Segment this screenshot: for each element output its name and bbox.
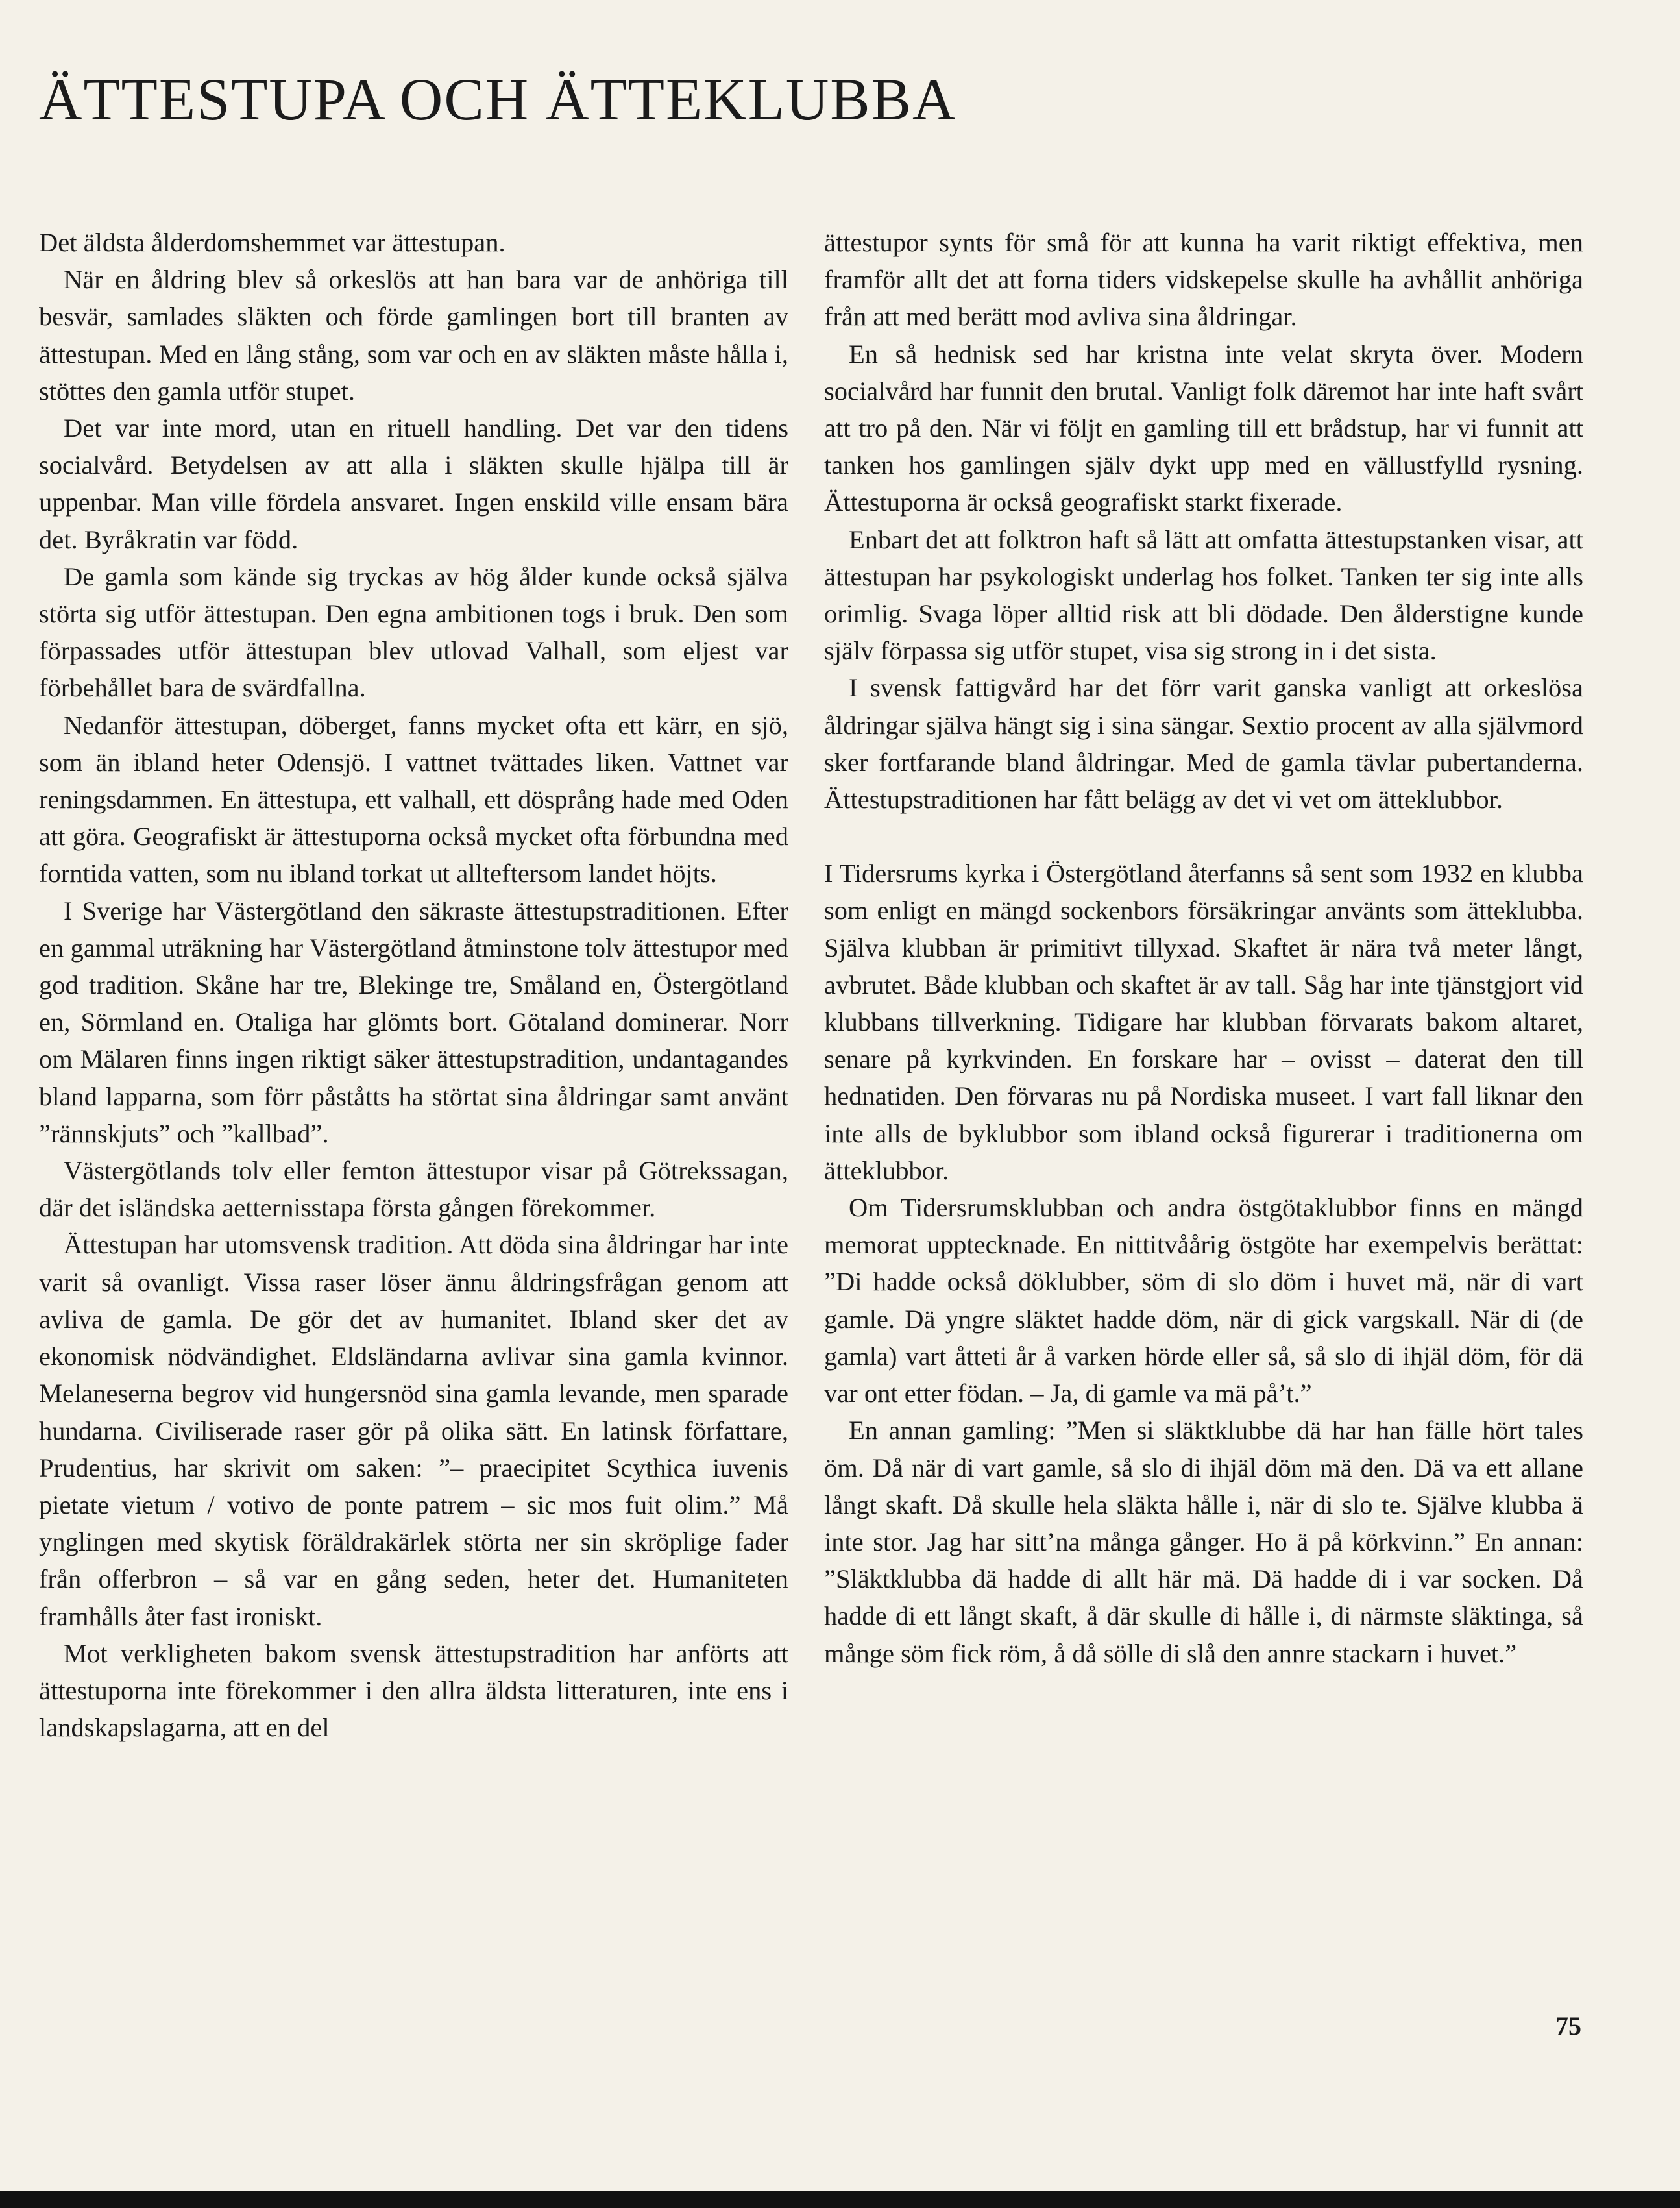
paragraph: Det äldsta ålderdomshemmet var ättestupan. [39, 228, 505, 257]
paragraph: Mot verkligheten bakom svensk ättestupstradition har anförts att ättestuporna inte förekommer i den allra äldsta litteraturen, inte ens i landskapslagarna, att en del [39, 1638, 788, 1743]
paragraph: Västergötlands tolv eller femton ättestupor visar på Götrekssagan, där det isländska aetternisstapa första gången förekommer. [39, 1156, 788, 1223]
paragraph: Enbart det att folktron haft så lätt att omfatta ättestupstanken visar, att ättestupan har psykologiskt underlag hos folket. Tanken ter sig inte alls orimlig. Svaga löper alltid risk att bli dödade. Den ålderstigne kunde själv förpassa sig utför stupet, visa sig strong in i det sista. [824, 524, 1583, 666]
paragraph: En annan gamling: ”Men si släktklubbe dä har han fälle hört tales öm. Då när di vart gamle, så slo di ihjäl döm mä den. Dä va ett allane långt skaft. Då skulle hela släkta hålle i, när di slo te. Själve klubba ä inte stor. Jag har sitt’na många gånger. Ho ä på körkvinn.” En annan: ”Släktklubba dä hadde di allt här mä. Dä hadde di i var socken. Då hadde di ett långt skaft, å där skulle di hålle i, di närmste släktinga, så månge söm fick röm, å då sölle di slå den annre stackarn i huvet.” [824, 1416, 1583, 1668]
paragraph: Ättestupan har utomsvensk tradition. Att döda sina åldringar har inte varit så ovanligt. Vissa raser löser ännu åldringsfrågan genom att avliva de gamla. De gör det av humanitet. Ibland sker det av ekonomisk nödvändighet. Eldsländarna avlivar sina gamla kvinnor. Melaneserna begrov vid hungersnöd sina gamla levande, men sparade hundarna. Civiliserade raser gör på olika sätt. En latinsk författare, Prudentius, har skrivit om saken: ”– praecipitet Scythica iuvenis pietate vietum / votivo de ponte patrem – sic mos fuit olim.” Må ynglingen med skytisk föräldrakärlek störta ner sin skröplige fader från offerbron – så var en gång seden, heter det. Humaniteten framhålls åter fast ironiskt. [39, 1230, 788, 1631]
paragraph: När en åldring blev så orkeslös att han bara var de anhöriga till besvär, samlades släkten och förde gamlingen bort till branten av ättestupan. Med en lång stång, som var och en av släkten måste hålla i, stöttes den gamla utför stupet. [39, 265, 788, 406]
paragraph: Om Tidersrumsklubban och andra östgötaklubbor finns en mängd memorat upptecknade. En nittitvåårig östgöte har exempelvis berättat: ”Di hadde också döklubber, söm di slo döm i huvet mä, när di vart gamle. Dä yngre släktet hadde döm, när di gick vargskall. När di (de gamla) vart åtteti år å varken hörde eller så, så slo di ihjäl döm, för dä var ont etter födan. – Ja, di gamle va mä på’t.” [824, 1193, 1583, 1408]
page-title: ÄTTESTUPA OCH ÄTTEKLUBBA [39, 66, 957, 132]
scan-edge [0, 2191, 1680, 2208]
paragraph: Nedanför ättestupan, döberget, fanns mycket ofta ett kärr, en sjö, som än ibland heter Odensjö. I vattnet tvättades liken. Vattnet var reningsdammen. En ättestupa, ett valhall, ett dösprång hade med Oden att göra. Geografiskt är ättestuporna också mycket ofta förbundna med forntida vatten, som nu ibland torkat ut allteftersom landet höjts. [39, 710, 788, 889]
paragraph: I Sverige har Västergötland den säkraste ättestupstraditionen. Efter en gammal uträkning har Västergötland åtminstone tolv ättestupor med god tradition. Skåne har tre, Blekinge tre, Småland en, Östergötland en, Sörmland en. Otaliga har glömts bort. Götaland dominerar. Norr om Mälaren finns ingen riktigt säker ättestupstradition, undantagandes bland lapparna, som förr påståtts ha störtat sina åldringar samt använt ”rännskjuts” och ”kallbad”. [39, 896, 788, 1148]
page-number: 75 [1555, 2011, 1581, 2041]
paragraph: Det var inte mord, utan en rituell handling. Det var den tidens socialvård. Betydelsen av att alla i släkten skulle hjälpa till är uppenbar. Man ville fördela ansvaret. Ingen enskild ville ensam bära det. Byråkratin var född. [39, 413, 788, 554]
right-column [824, 224, 1583, 1672]
paragraph: I Tidersrums kyrka i Östergötland återfanns så sent som 1932 en klubba som enligt en mängd sockenbors försäkringar använts som ätteklubba. Själva klubban är primitivt tillyxad. Skaftet är nära två meter långt, avbrutet. Både klubban och skaftet är av tall. Såg har inte tjänstgjort vid klubbans tillverkning. Tidigare har klubban förvarats bakom altaret, senare på kyrkvinden. En forskare har – ovisst – daterat den till hednatiden. Den förvaras nu på Nordiska museet. I vart fall liknar den inte alls de byklubbor som ibland också figurerar i traditionerna om ätteklubbor. [824, 859, 1583, 1185]
left-column [39, 224, 788, 1746]
paragraph: I svensk fattigvård har det förr varit ganska vanligt att orkeslösa åldringar själva hängt sig i sina sängar. Sextio procent av alla självmord sker fortfarande bland åldringar. Med de gamla tävlar pubertanderna. Ättestupstraditionen har fått belägg av det vi vet om ätteklubbor. [824, 673, 1583, 815]
paragraph: En så hednisk sed har kristna inte velat skryta över. Modern socialvård har funnit den brutal. Vanligt folk däremot har inte haft svårt att tro på den. När vi följt en gamling till ett brådstup, har vi funnit att tanken hos gamlingen själv dykt upp med en vällustfylld rysning. Ättestuporna är också geografiskt starkt fixerade. [824, 339, 1583, 517]
paragraph: De gamla som kände sig tryckas av hög ålder kunde också själva störta sig utför ättestupan. Den egna ambitionen togs i bruk. Den som förpassades utför ättestupan blev utlovad Valhall, som eljest var förbehållet bara de svärdfallna. [39, 561, 788, 703]
paragraph: ättestupor synts för små för att kunna ha varit riktigt effektiva, men framför allt det att forna tiders vidskepelse skulle ha avhållit anhöriga från att med berätt mod avliva sina åldringar. [824, 228, 1583, 332]
